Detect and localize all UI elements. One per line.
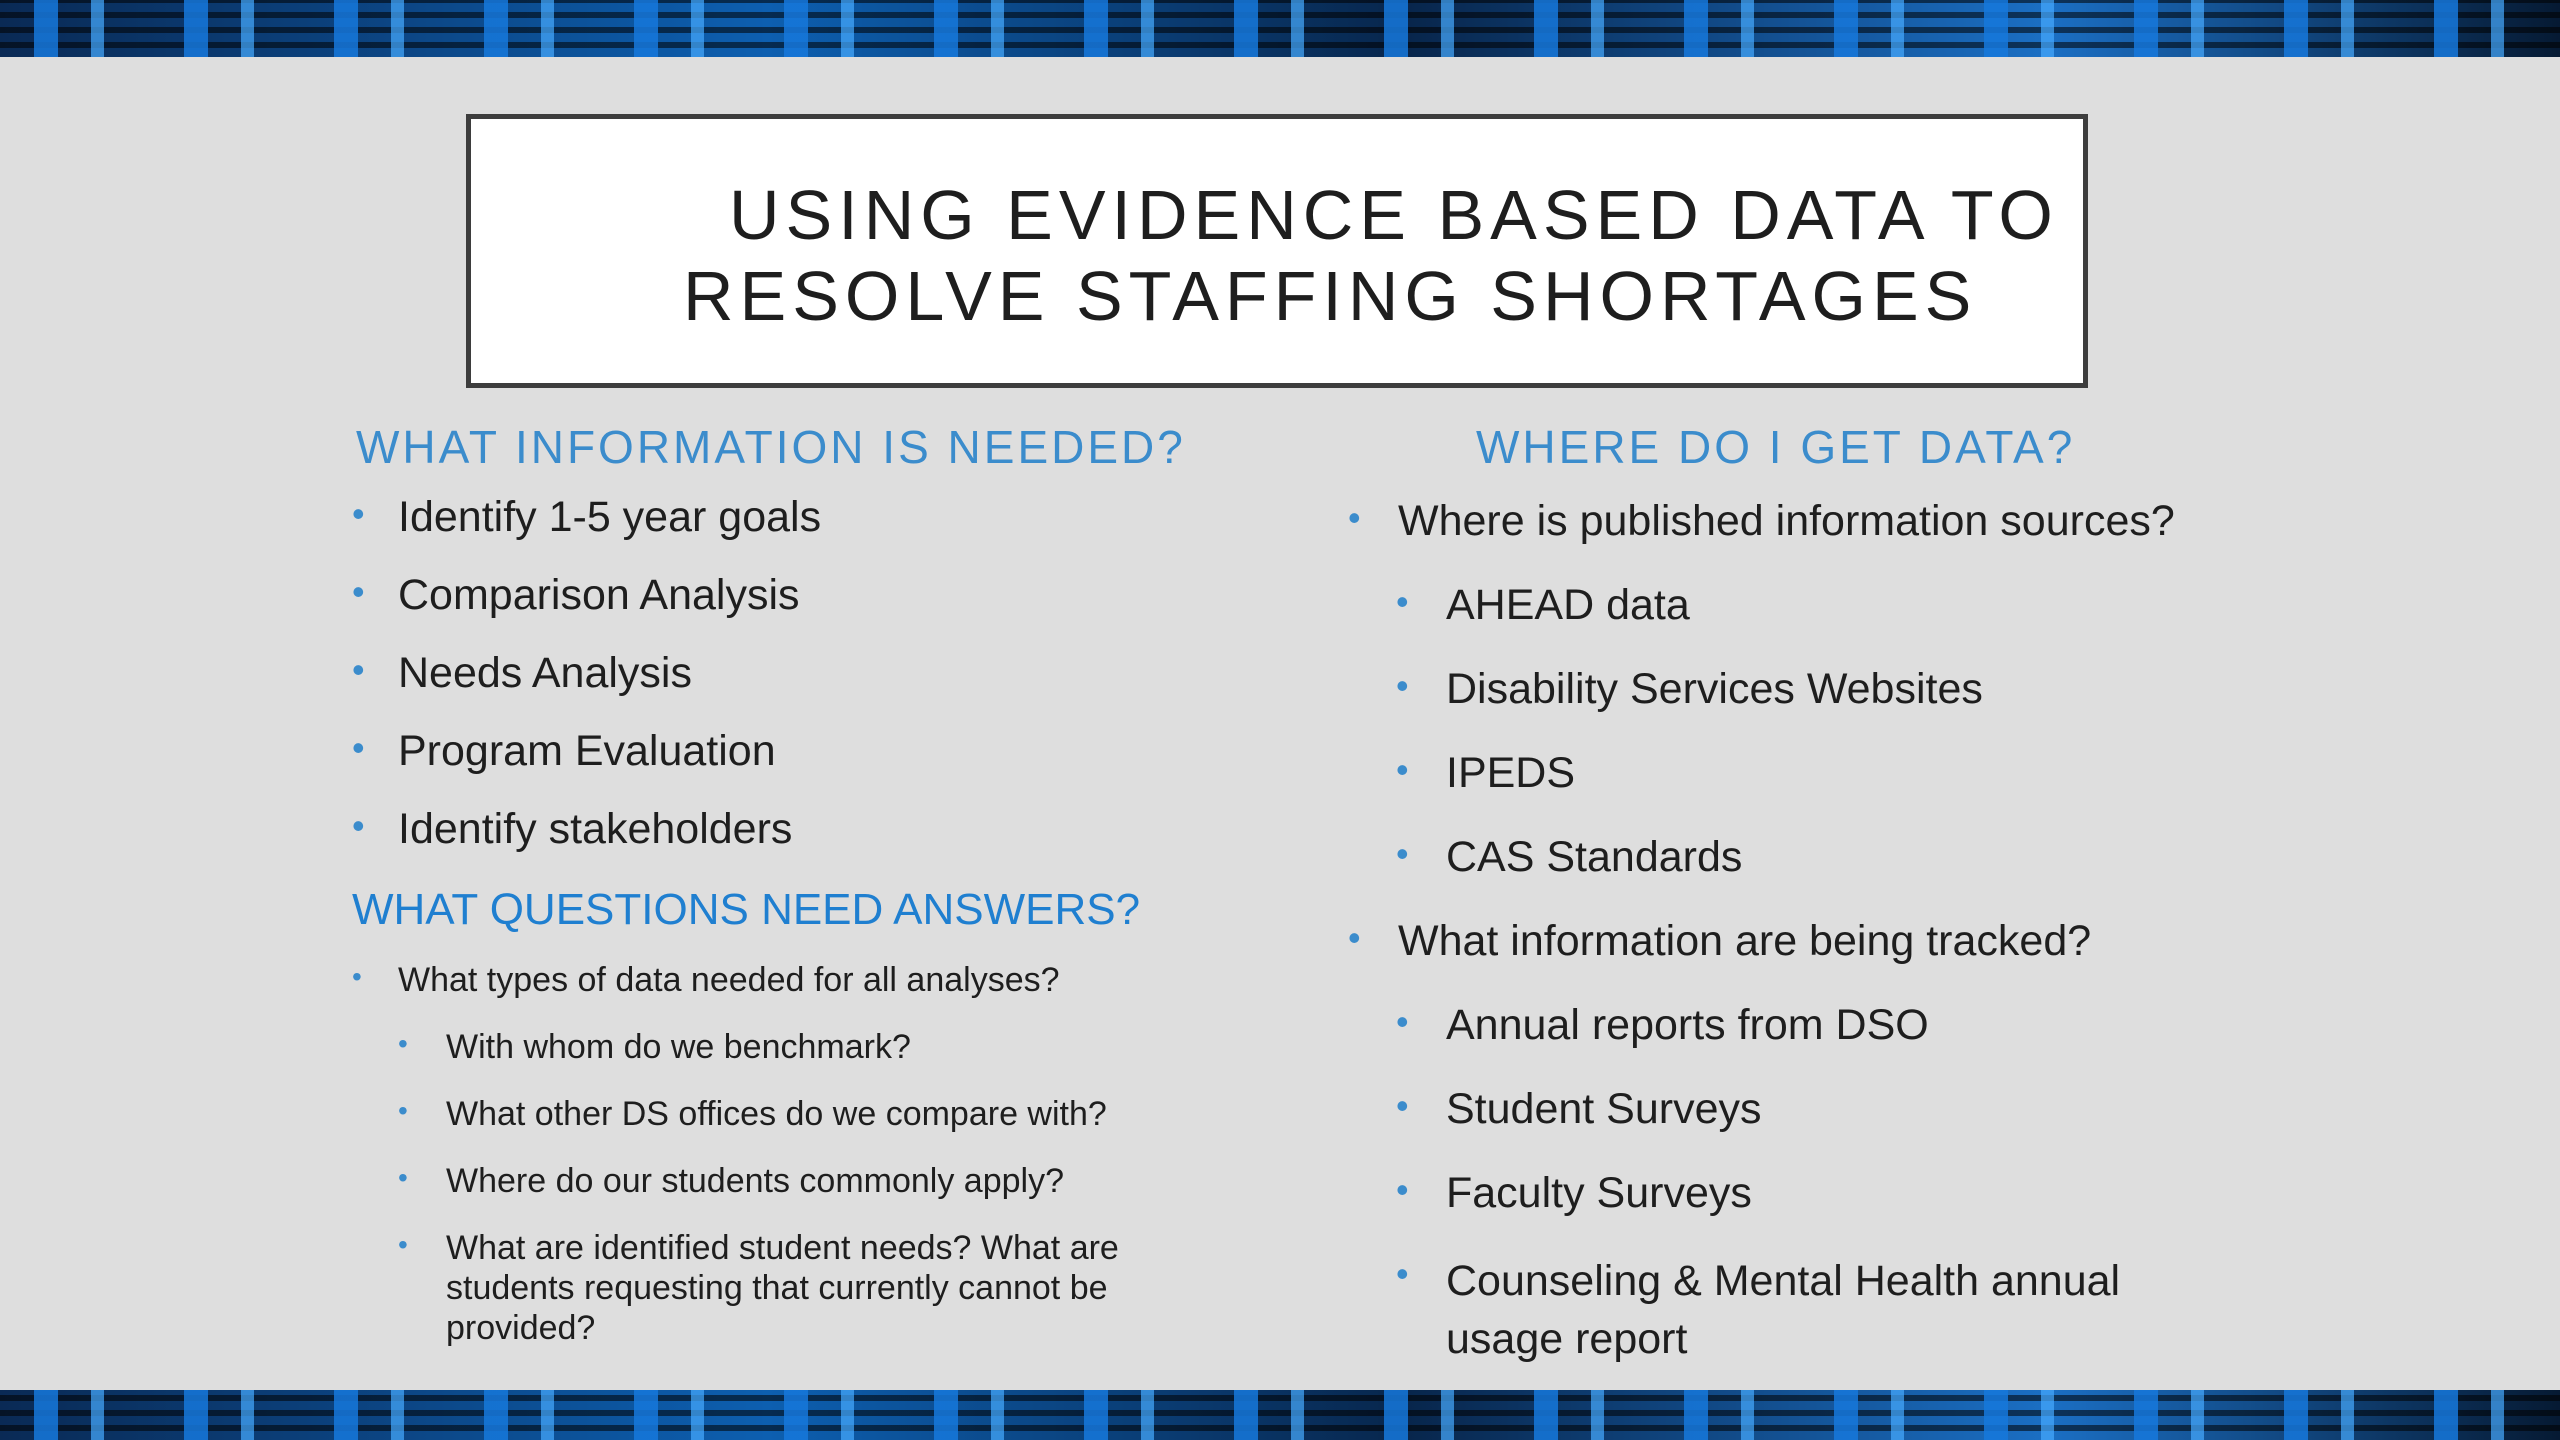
- list-item-text: Needs Analysis: [398, 649, 692, 697]
- bullet-icon: •: [1396, 1253, 1409, 1294]
- bullet-icon: •: [1348, 497, 1361, 538]
- bullet-icon: •: [352, 805, 365, 846]
- bullet-icon: •: [1396, 749, 1409, 790]
- questions-heading: WHAT QUESTIONS NEED ANSWERS?: [352, 885, 1141, 934]
- list-item-text: AHEAD data: [1446, 581, 1690, 629]
- list-item-text: Where do our students commonly apply?: [446, 1162, 1064, 1200]
- bullet-icon: •: [398, 1162, 408, 1193]
- bullet-icon: •: [1396, 665, 1409, 706]
- list-item-text: With whom do we benchmark?: [446, 1028, 911, 1066]
- list-item-text: CAS Standards: [1446, 833, 1743, 881]
- list-item-text: What other DS offices do we compare with?: [446, 1095, 1107, 1133]
- list-item-text: IPEDS: [1446, 749, 1576, 797]
- list-item-text: Identify 1-5 year goals: [398, 493, 822, 541]
- title-line-1: USING EVIDENCE BASED DATA TO: [729, 176, 2059, 254]
- bullet-icon: •: [398, 1028, 408, 1059]
- list-item-text: What information are being tracked?: [1398, 917, 2092, 965]
- list-item-text: Counseling & Mental Health annual usage report: [1446, 1257, 2121, 1363]
- list-item-text: Student Surveys: [1446, 1085, 1762, 1133]
- list-item-text: Faculty Surveys: [1446, 1169, 1752, 1217]
- bullet-icon: •: [1396, 1169, 1409, 1210]
- bullet-icon: •: [1396, 1001, 1409, 1042]
- title-line-2: RESOLVE STAFFING SHORTAGES: [683, 257, 1978, 335]
- list-item-text: What types of data needed for all analyses?: [398, 961, 1060, 999]
- list-item-text: What are identified student needs? What are students requesting that currently cannot be provided?: [446, 1229, 1119, 1347]
- bottom-decorative-band: [0, 1390, 2560, 1440]
- bullet-icon: •: [1396, 1085, 1409, 1126]
- title-box: [466, 114, 2088, 388]
- bullet-icon: •: [352, 727, 365, 768]
- list-item-text: Comparison Analysis: [398, 571, 800, 619]
- bullet-icon: •: [1396, 833, 1409, 874]
- bullet-icon: •: [398, 1229, 408, 1260]
- bullet-icon: •: [398, 1095, 408, 1126]
- bullet-icon: •: [1396, 581, 1409, 622]
- left-heading: WHAT INFORMATION IS NEEDED?: [356, 421, 1186, 473]
- bullet-icon: •: [352, 649, 365, 690]
- bullet-icon: •: [1348, 917, 1361, 958]
- right-heading: WHERE DO I GET DATA?: [1476, 421, 2076, 473]
- list-item-text: Annual reports from DSO: [1446, 1001, 1929, 1049]
- bullet-icon: •: [352, 961, 362, 992]
- list-item-text: Disability Services Websites: [1446, 665, 1983, 713]
- list-item-text: Identify stakeholders: [398, 805, 793, 853]
- list-item-text: Where is published information sources?: [1398, 497, 2175, 545]
- bullet-icon: •: [352, 493, 365, 534]
- list-item-text: Program Evaluation: [398, 727, 776, 775]
- top-decorative-band: [0, 0, 2560, 57]
- bullet-icon: •: [352, 571, 365, 612]
